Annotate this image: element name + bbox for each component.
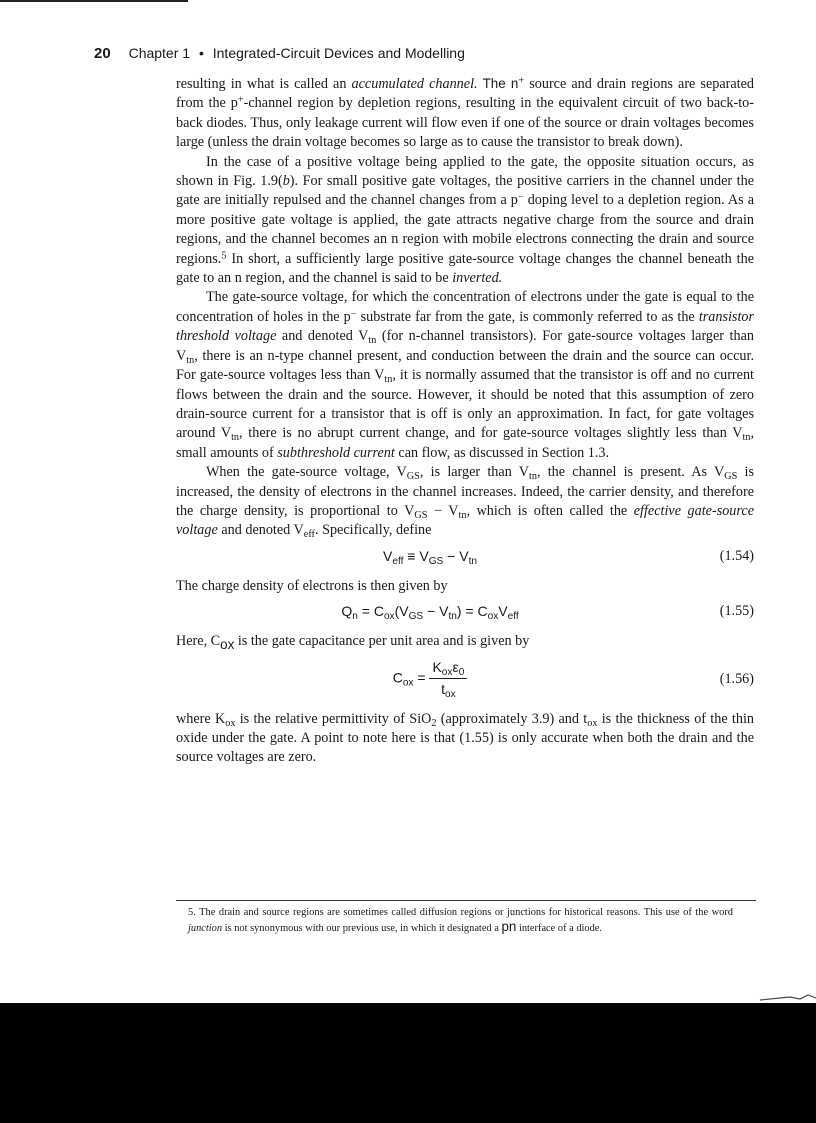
equation-1-55: $Q_n = C_{ox}(V_{GS} - V_{tn}) = C_{ox}V_{eff}$ (1.55) xyxy=(341,603,754,622)
paragraph-4: When the gate-source voltage, $V_{GS}$, is larger than $V_{tn}$, the channel is present. As $V_{GS}$ is increased, the density of electrons in the channel increases. Indeed, the carrier density, and therefore the charge density, is proportional to $V_{GS} - V_{tn}$, which is often called the effective gate-source voltage and denoted $V_{eff}$. Specifically, define xyxy=(176,464,754,541)
scan-border xyxy=(0,1003,816,1123)
equation-number: (1.55) xyxy=(719,603,754,620)
page-number: 20 xyxy=(94,45,111,62)
paragraph-6: Here, $C_{ox}$ is the gate capacitance per unit area and is given by xyxy=(176,633,530,652)
equation-number: (1.56) xyxy=(719,670,754,687)
chapter-title: Integrated-Circuit Devices and Modelling xyxy=(212,45,465,61)
paragraph-2: In the case of a positive voltage being applied to the gate, the opposite situation occurs, as shown in Fig. 1.9(b). For small positive gate voltages, the positive carriers in the channel under the gate are initially repulsed and the channel changes from a p− doping level to a depletion region. As a more positive gate voltage is applied, the gate attracts negative charge from the source and drain regions, and the channel becomes an n region with mobile electrons connecting the drain and source regions.$^5$ In short, a sufficiently large positive gate-source voltage changes the channel beneath the gate to an n region, and the channel is said to be inverted. xyxy=(176,153,754,287)
paragraph-1: resulting in what is called an accumulated channel. The n+ source and drain regions are separated from the p+-channel region by depletion regions, resulting in the equivalent circuit of two back-to-back diodes. Thus, only leakage current will flow even if one of the source or drain voltages becomes large (unless the drain voltage becomes so large as to cause the transistor to break down). xyxy=(176,75,754,151)
scan-edge-mark xyxy=(0,990,816,1003)
footnote-divider xyxy=(176,900,756,901)
running-head xyxy=(94,45,465,62)
fraction: $\frac{K_{ox}\varepsilon_0}{t_{ox}}$ xyxy=(429,658,467,700)
bullet-separator: • xyxy=(198,45,204,61)
equation-1-56: $C_{ox}$ = $\frac{K_{ox}\varepsilon_0}{t_{ox}}$ (1.56) xyxy=(392,658,754,700)
footnote-5: 5. The drain and source regions are sometimes called diffusion regions or junctions for historical reasons. This use of the word junction is not synonymous with our previous use, in which it designated a pn interface of a diode. xyxy=(188,907,733,934)
chapter-label: Chapter 1 xyxy=(128,45,191,61)
paragraph-3: The gate-source voltage, for which the concentration of electrons under the gate is equal to the concentration of holes in the p− substrate far from the gate, is commonly referred to as the transistor threshold voltage and denoted $V_{tn}$ (for n-channel transistors). For gate-source voltages larger than $V_{tn}$, there is an n-type channel present, and conduction between the drain and the source can occur. For gate-source voltages less than $V_{tn}$, it is normally assumed that the transistor is off and no current flows between the drain and the source. However, it should be noted that this assumption of zero drain-source current for a transistor that is off is only an approximation. In fact, for gate voltages around $V_{tn}$, there is no abrupt current change, and for gate-source voltages slightly less than $V_{tn}$, small amounts of subthreshold current can flow, as discussed in Section 1.3. xyxy=(176,289,755,461)
equation-1-54: $V_{eff} \equiv V_{GS} - V_{tn}$ (1.54) xyxy=(383,547,754,567)
paragraph-5: The charge density of electrons is then given by xyxy=(176,577,448,594)
paragraph-7: where $K_{ox}$ is the relative permittivity of SiO$_2$ (approximately 3.9) and $t_{ox}$ is the thickness of the thin oxide under the gate. A point to note here is that (1.55) is only accurate when both the drain and the source voltages are zero. xyxy=(176,710,754,766)
body-text xyxy=(176,74,754,768)
top-rule xyxy=(0,0,188,2)
equation-number: (1.54) xyxy=(719,547,754,564)
